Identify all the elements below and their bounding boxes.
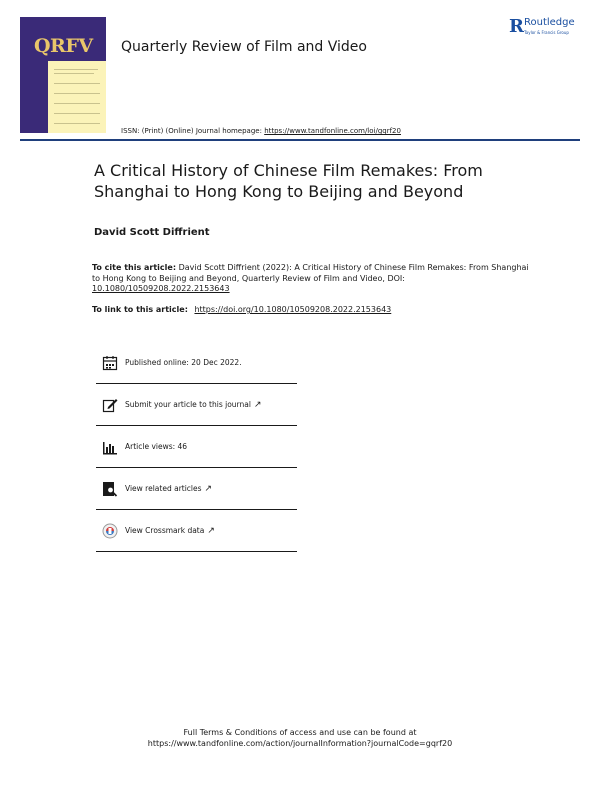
journal-title: Quarterly Review of Film and Video: [121, 39, 367, 55]
cite-label: To cite this article:: [92, 263, 177, 272]
calendar-icon: [100, 353, 120, 373]
external-link-icon: ↗: [204, 483, 213, 494]
footer-terms-link[interactable]: https://www.tandfonline.com/action/journalInformation?journalCode=gqrf20: [147, 739, 453, 748]
issn-text: ISSN: (Print) (Online) Journal homepage:: [121, 127, 262, 135]
bar-chart-icon: [100, 437, 120, 457]
publisher-subtitle: Taylor & Francis Group: [524, 30, 569, 35]
journal-cover-image: [20, 17, 106, 133]
published-date: Published online: 20 Dec 2022.: [125, 358, 242, 367]
external-link-icon: ↗: [207, 525, 215, 536]
article-doi-link[interactable]: https://doi.org/10.1080/10509208.2022.2153643: [194, 305, 392, 314]
routledge-r-icon: R: [509, 16, 524, 37]
cover-logo: QRFV: [34, 35, 93, 57]
article-title: A Critical History of Chinese Film Remakes: From Shanghai to Hong Kong to Beijing and Beyond: [94, 161, 483, 201]
publisher-name: Routledge: [524, 17, 575, 28]
external-link-icon: ↗: [253, 399, 262, 410]
submit-item[interactable]: [96, 384, 297, 426]
edit-icon: [100, 395, 120, 415]
article-views: Article views: 46: [125, 442, 188, 451]
header-rule: [20, 139, 580, 141]
publisher-logo[interactable]: [509, 16, 589, 40]
article-link-line: [92, 305, 391, 314]
article-meta-list: [96, 342, 297, 552]
published-item: [96, 342, 297, 384]
cite-text: David Scott Diffrient (2022): A Critical History of Chinese Film Remakes: From Shanghai to Hong Kong to Beijing and Beyond, Quarterly Review of Film and Video, DOI:: [92, 263, 529, 283]
link-label: To link to this article:: [92, 305, 188, 314]
submit-article-link[interactable]: Submit your article to this journal: [125, 400, 251, 409]
cite-doi-link[interactable]: 10.1080/10509208.2022.2153643: [92, 284, 230, 293]
issn-line: [121, 127, 401, 135]
article-author: David Scott Diffrient: [94, 227, 210, 238]
related-item[interactable]: [96, 468, 297, 510]
crossmark-item[interactable]: [96, 510, 297, 552]
crossmark-icon: [100, 521, 120, 541]
crossmark-link[interactable]: View Crossmark data: [125, 526, 205, 535]
views-item: [96, 426, 297, 468]
citation-block: [92, 263, 532, 295]
related-articles-link[interactable]: View related articles: [125, 484, 202, 493]
footer: [0, 727, 600, 749]
search-document-icon: [100, 479, 120, 499]
journal-homepage-link[interactable]: https://www.tandfonline.com/loi/gqrf20: [264, 127, 401, 135]
cover-panel: [48, 61, 106, 133]
footer-terms-text: Full Terms & Conditions of access and use can be found at: [183, 728, 417, 737]
